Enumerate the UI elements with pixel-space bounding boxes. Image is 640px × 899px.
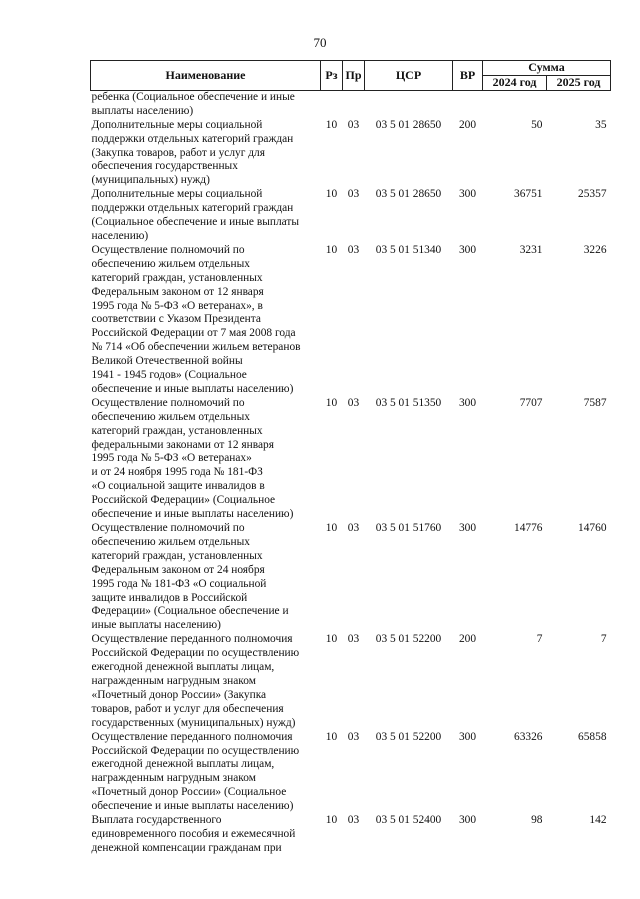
row-name — [91, 814, 321, 856]
row-name — [91, 633, 321, 730]
row-name-line: ежегодной денежной выплаты лицам, — [91, 661, 275, 674]
row-name-line: категорий граждан, установленных — [91, 271, 263, 284]
row-pr: 03 — [347, 243, 360, 256]
table-row — [91, 119, 611, 189]
row-name-line: Федеральным законом от 12 января — [91, 285, 264, 298]
row-name — [91, 119, 321, 189]
row-name-line: населению) — [91, 229, 149, 242]
table-row — [91, 522, 611, 633]
row-csr: 03 5 01 51350 — [375, 396, 442, 409]
row-rz: 10 — [325, 522, 338, 534]
row-csr: 03 5 01 52200 — [375, 730, 442, 743]
row-name-line: Российской Федерации от 7 мая 2008 года — [91, 327, 296, 340]
row-rz: 10 — [325, 118, 338, 131]
row-name-line: Осуществление переданного полномочия — [91, 633, 293, 646]
row-pr: 03 — [347, 522, 360, 534]
row-name-line: Дополнительные меры социальной — [91, 118, 263, 131]
row-name-line: Российской Федерации по осуществлению — [91, 744, 300, 757]
row-vr: 300 — [458, 243, 477, 256]
row-sum-2025: 142 — [589, 814, 607, 827]
row-name-line: Осуществление полномочий по — [91, 522, 245, 534]
row-name-line: Дополнительные меры социальной — [91, 188, 263, 201]
row-vr: 200 — [458, 633, 477, 646]
row-name-line: Великой Отечественной войны — [91, 355, 243, 368]
row-name-line: категорий граждан, установленных — [91, 424, 263, 437]
row-pr: 03 — [347, 396, 360, 409]
row-name — [91, 522, 321, 633]
row-rz: 10 — [325, 814, 338, 827]
row-sum-2025: 7 — [600, 633, 607, 646]
row-csr: 03 5 01 52400 — [375, 814, 442, 827]
row-name-line: обеспечению жильем отдельных — [91, 535, 250, 548]
row-rz: 10 — [325, 633, 338, 646]
row-pr: 03 — [347, 633, 360, 646]
row-sum-2025: 35 — [595, 118, 607, 131]
row-rz: 10 — [325, 188, 338, 201]
row-sum-2025: 65858 — [578, 730, 607, 743]
row-name-line: Осуществление переданного полномочия — [91, 730, 293, 743]
row-pr — [343, 90, 365, 118]
row-name-line: федеральными законами от 12 января — [91, 438, 274, 451]
row-sum-2025: 14760 — [578, 522, 607, 534]
row-name-line: поддержки отдельных категорий граждан — [91, 132, 294, 145]
row-name-line: 1995 года № 181-ФЗ «О социальной — [91, 577, 267, 590]
row-name-line: (Социальное обеспечение и иные выплаты — [91, 216, 300, 229]
row-pr: 03 — [347, 730, 360, 743]
row-vr: 300 — [458, 522, 477, 534]
row-name-line: иные выплаты населению) — [91, 619, 221, 632]
row-name-line: награжденным нагрудным знаком — [91, 674, 256, 687]
row-name — [91, 731, 321, 814]
row-name-line: поддержки отдельных категорий граждан — [91, 202, 294, 215]
row-name-line: «О социальной защите инвалидов в — [91, 480, 265, 493]
row-name-line: Осуществление полномочий по — [91, 243, 245, 256]
row-vr — [453, 90, 483, 118]
header-2025: 2025 год — [547, 76, 611, 91]
budget-table — [90, 60, 611, 856]
row-name-line: «Почетный донор России» (Закупка — [91, 688, 267, 701]
row-name-line: Федеральным законом от 24 ноября — [91, 563, 265, 576]
row-name-line: (Закупка товаров, работ и услуг для — [91, 146, 265, 159]
row-csr: 03 5 01 52200 — [375, 633, 442, 646]
header-csr: ЦСР — [365, 61, 453, 91]
row-name-line: Федерации» (Социальное обеспечение и — [91, 605, 289, 618]
row-sum-2024: 36751 — [514, 188, 543, 201]
row-name-line: обеспечению жильем отдельных — [91, 257, 250, 270]
row-name-line: Российской Федерации по осуществлению — [91, 647, 300, 660]
row-sum-2024: 3231 — [519, 243, 543, 256]
row-csr — [365, 90, 453, 118]
page-number: 70 — [313, 35, 327, 50]
row-name-line: государственных (муниципальных) нужд) — [91, 716, 296, 729]
row-name-line: выплаты населению) — [91, 104, 194, 117]
row-sum-2024: 7 — [536, 633, 543, 646]
row-sum-2024: 14776 — [514, 522, 543, 534]
row-name-line: ежегодной денежной выплаты лицам, — [91, 758, 275, 771]
row-pr: 03 — [347, 188, 360, 201]
row-name-line: обеспечению жильем отдельных — [91, 410, 250, 423]
row-name-line: категорий граждан, установленных — [91, 549, 263, 562]
row-name-line: и от 24 ноября 1995 года № 181-ФЗ — [91, 466, 263, 479]
row-name-line: № 714 «Об обеспечении жильем ветеранов — [91, 341, 301, 354]
row-sum-2025 — [547, 90, 611, 118]
row-name-line: ребенка (Социальное обеспечение и иные — [91, 90, 295, 103]
table-row — [91, 90, 611, 118]
row-rz: 10 — [325, 243, 338, 256]
row-name-line: обеспечение и иные выплаты населению) — [91, 382, 294, 395]
row-name-line: защите инвалидов в Российской — [91, 591, 248, 604]
row-name — [91, 90, 321, 118]
row-vr: 200 — [458, 118, 477, 131]
header-pr: Пр — [343, 61, 365, 91]
table-row — [91, 814, 611, 856]
row-name-line: соответствии с Указом Президента — [91, 313, 261, 326]
row-sum-2025: 7587 — [583, 396, 607, 409]
row-name-line: «Почетный донор России» (Социальное — [91, 786, 287, 799]
row-name-line: 1995 года № 5-ФЗ «О ветеранах», в — [91, 299, 263, 312]
row-name — [91, 188, 321, 244]
table-body — [91, 90, 611, 855]
row-name-line: 1995 года № 5-ФЗ «О ветеранах» — [91, 452, 252, 465]
header-sum: Сумма — [483, 61, 611, 76]
row-name-line: обеспечение и иные выплаты населению) — [91, 800, 294, 813]
row-name — [91, 244, 321, 397]
row-sum-2025: 25357 — [578, 188, 607, 201]
row-name-line: награжденным нагрудным знаком — [91, 772, 256, 785]
row-name-line: денежной компенсации гражданам при — [91, 841, 282, 854]
table-row — [91, 188, 611, 244]
row-pr: 03 — [347, 814, 360, 827]
table-row — [91, 397, 611, 522]
row-sum-2024: 50 — [531, 118, 543, 131]
row-rz — [321, 90, 343, 118]
row-sum-2024: 98 — [531, 814, 543, 827]
row-vr: 300 — [458, 730, 477, 743]
row-name-line: единовременного пособия и ежемесячной — [91, 827, 296, 840]
row-vr: 300 — [458, 396, 477, 409]
row-name — [91, 397, 321, 522]
row-vr: 300 — [458, 188, 477, 201]
row-sum-2024 — [483, 90, 547, 118]
row-vr: 300 — [458, 814, 477, 827]
header-name: Наименование — [91, 61, 321, 91]
row-name-line: обеспечения государственных — [91, 160, 238, 173]
row-rz: 10 — [325, 396, 338, 409]
row-name-line: товаров, работ и услуг для обеспечения — [91, 702, 284, 715]
row-name-line: Осуществление полномочий по — [91, 396, 245, 409]
row-csr: 03 5 01 51340 — [375, 243, 442, 256]
row-name-line: 1941 - 1945 годов» (Социальное — [91, 369, 247, 382]
header-rz: Рз — [321, 61, 343, 91]
row-name-line: Выплата государственного — [91, 814, 222, 827]
row-csr: 03 5 01 51760 — [375, 522, 442, 534]
header-vr: ВР — [453, 61, 483, 91]
table-row — [91, 633, 611, 730]
table-row — [91, 731, 611, 814]
row-sum-2025: 3226 — [583, 243, 607, 256]
row-name-line: обеспечение и иные выплаты населению) — [91, 508, 294, 521]
row-sum-2024: 63326 — [514, 730, 543, 743]
row-csr: 03 5 01 28650 — [375, 118, 442, 131]
header-2024: 2024 год — [483, 76, 547, 91]
row-rz: 10 — [325, 730, 338, 743]
row-sum-2024: 7707 — [519, 396, 543, 409]
row-name-line: Российской Федерации» (Социальное — [91, 494, 276, 507]
row-pr: 03 — [347, 118, 360, 131]
row-name-line: (муниципальных) нужд) — [91, 174, 210, 187]
table-row — [91, 244, 611, 397]
row-csr: 03 5 01 28650 — [375, 188, 442, 201]
